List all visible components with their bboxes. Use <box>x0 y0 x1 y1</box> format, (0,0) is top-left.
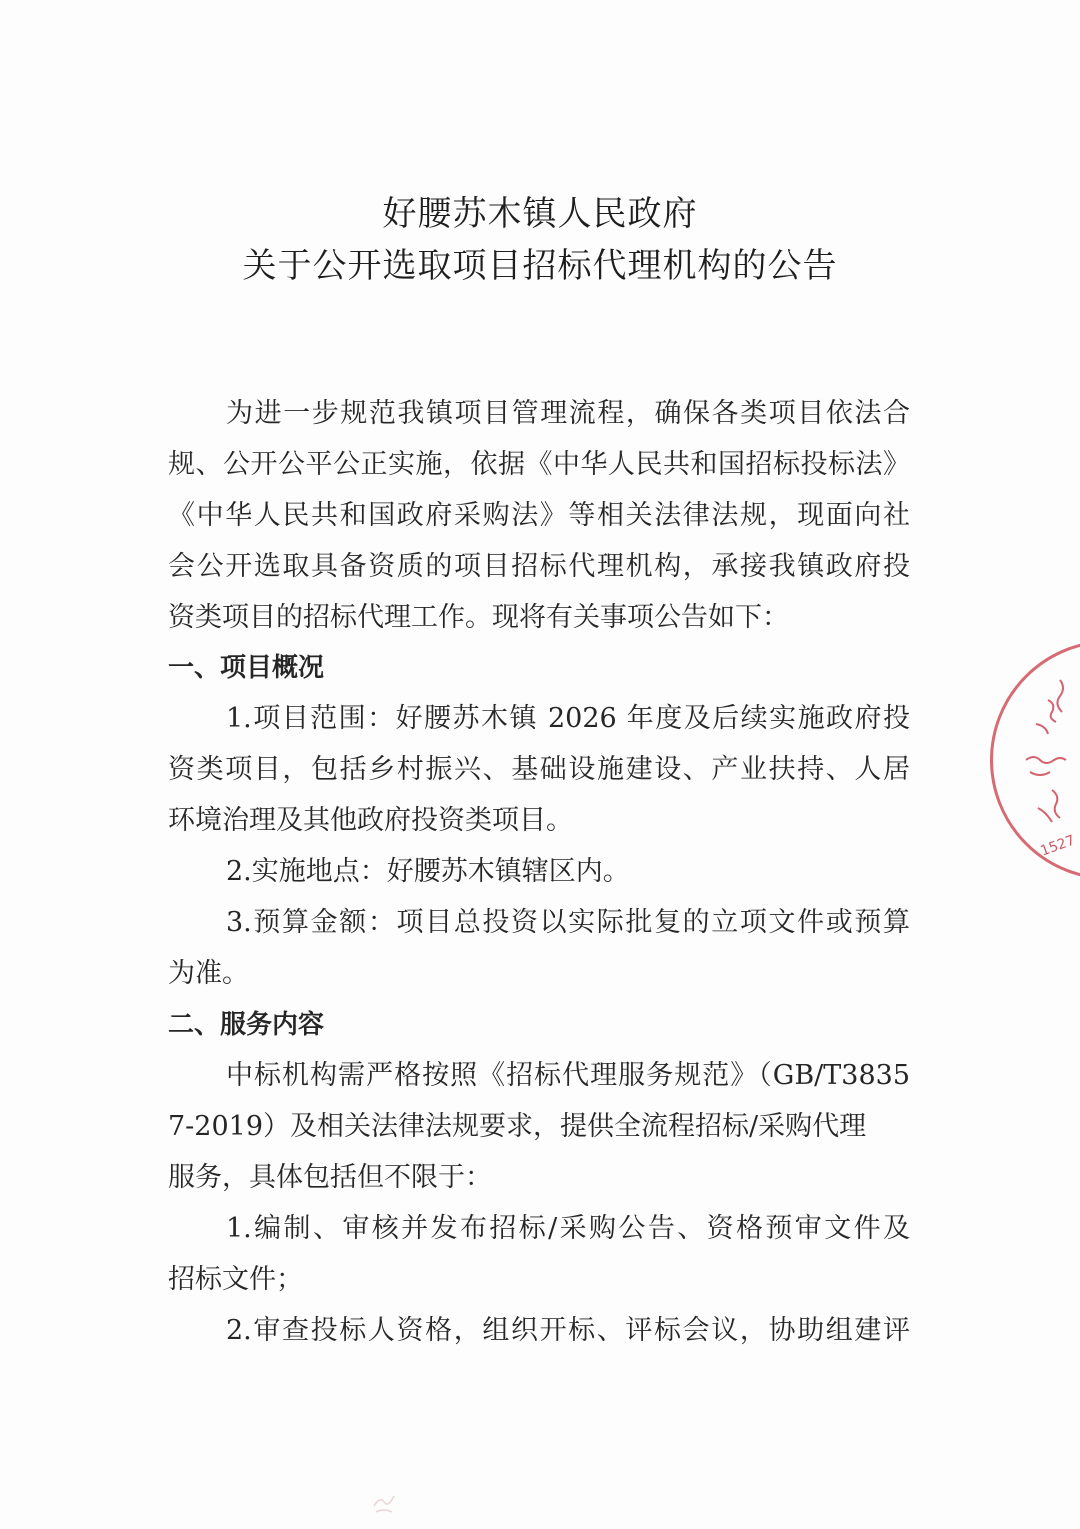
section-heading-project-overview: 一、项目概况 <box>168 653 325 683</box>
document-title-line-1: 好腰苏木镇人民政府 <box>382 194 698 234</box>
service1-line-1: 1.编制、审核并发布招标/采购公告、资格预审文件及 <box>226 1213 910 1244</box>
seal-script-icon <box>1008 660 1080 860</box>
intro-line-3: 《中华人民共和国政府采购法》等相关法律法规，现面向社 <box>168 500 910 531</box>
item3-line-1: 3.预算金额：项目总投资以实际批复的立项文件或预算 <box>226 907 910 938</box>
item3-line-2: 为准。 <box>168 958 249 989</box>
scan-speck-mark <box>370 1486 400 1514</box>
seal-number-fragment: 1527 <box>1038 832 1078 860</box>
intro-line-1: 为进一步规范我镇项目管理流程，确保各类项目依法合 <box>226 398 910 429</box>
document-title-line-2: 关于公开选取项目招标代理机构的公告 <box>242 246 838 286</box>
intro-line-5: 资类项目的招标代理工作。现将有关事项公告如下： <box>168 602 789 633</box>
service2-line-1: 2.审查投标人资格，组织开标、评标会议，协助组建评 <box>226 1315 910 1346</box>
services-intro-line-3: 服务，具体包括但不限于： <box>168 1162 492 1193</box>
services-intro-line-1: 中标机构需严格按照《招标代理服务规范》（GB/T3835 <box>226 1060 910 1091</box>
intro-line-2: 规、公开公平公正实施，依据《中华人民共和国招标投标法》 <box>168 449 910 480</box>
item2-line: 2.实施地点：好腰苏木镇辖区内。 <box>226 856 630 887</box>
seal-script-marks <box>1008 660 1080 860</box>
services-intro-line-2: 7-2019）及相关法律法规要求，提供全流程招标/采购代理 <box>168 1111 867 1142</box>
service1-line-2: 招标文件； <box>168 1264 303 1295</box>
intro-line-4: 会公开选取具备资质的项目招标代理机构，承接我镇政府投 <box>168 551 910 582</box>
item1-line-3: 环境治理及其他政府投资类项目。 <box>168 805 573 836</box>
section-heading-service-content: 二、服务内容 <box>168 1010 325 1040</box>
item1-line-2: 资类项目，包括乡村振兴、基础设施建设、产业扶持、人居 <box>168 754 910 785</box>
item1-line-1: 1.项目范围：好腰苏木镇 2026 年度及后续实施政府投 <box>226 703 910 734</box>
